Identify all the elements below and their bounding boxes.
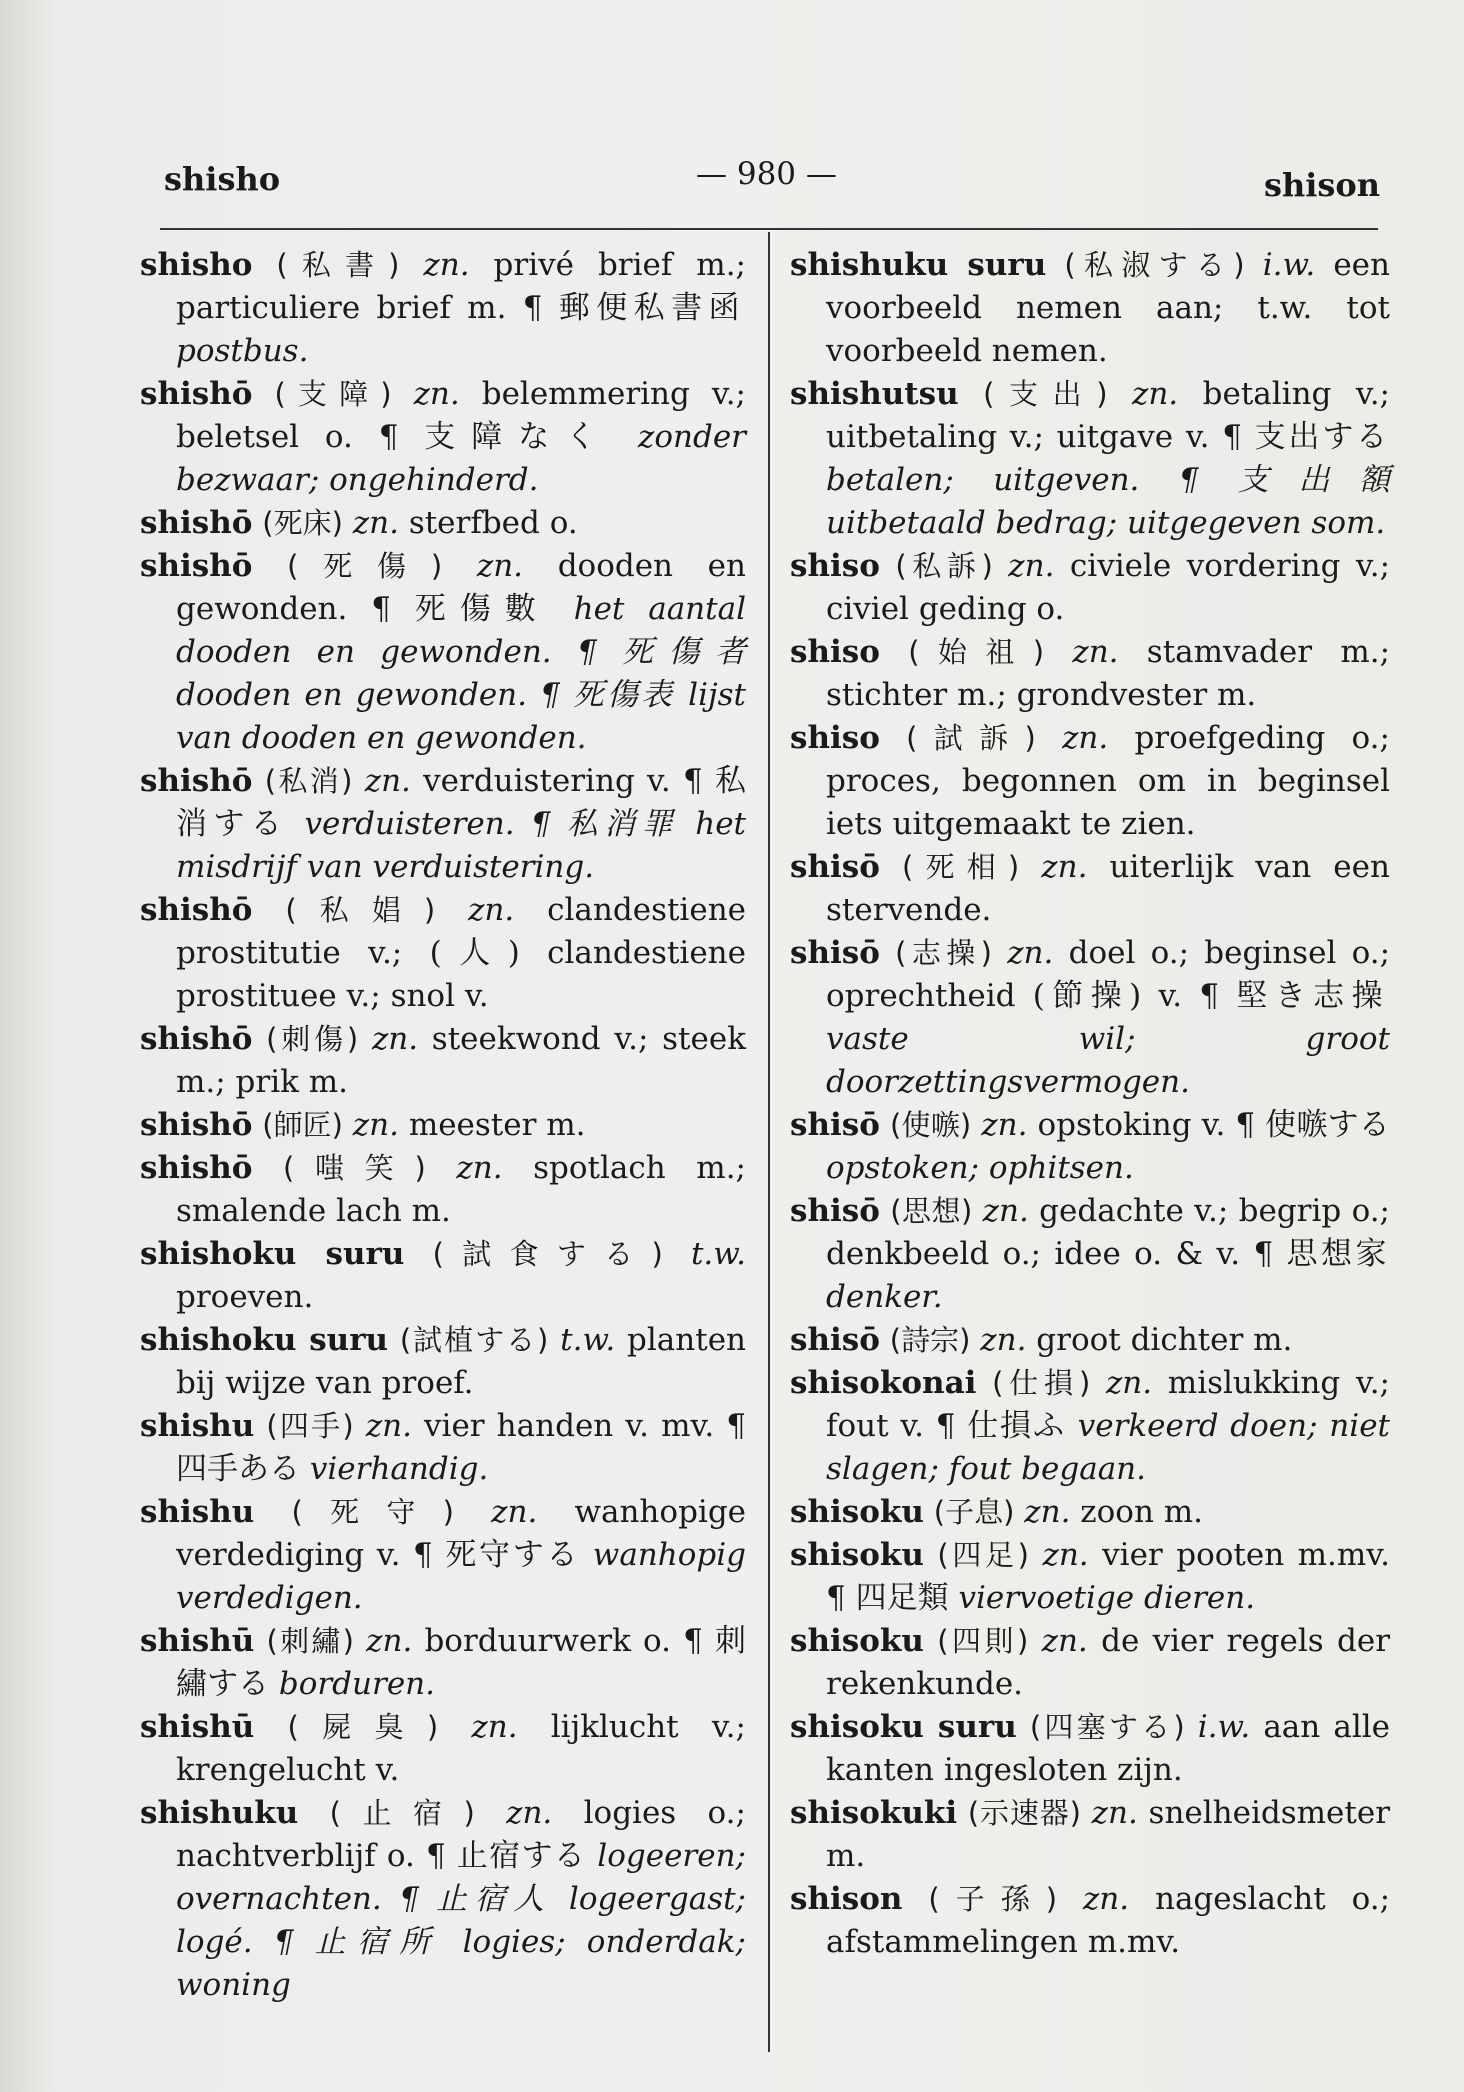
- entry-kanji: (思想): [890, 1194, 973, 1228]
- headword: shishoku suru: [140, 1322, 389, 1358]
- grammar-label: zn.: [491, 1494, 538, 1530]
- entry-kanji: (私書): [276, 248, 400, 282]
- headword: shishutsu: [790, 376, 959, 412]
- dictionary-entry: [140, 1147, 746, 1233]
- definition: spotlach m.; smalende lach m.: [176, 1150, 746, 1229]
- grammar-label: zn.: [1041, 1623, 1088, 1659]
- definition: civiele vordering v.; civiel geding o.: [826, 548, 1391, 627]
- headword: shishū: [140, 1623, 255, 1659]
- entry-kanji: (死守): [291, 1495, 454, 1529]
- entry-kanji: (詩宗): [889, 1323, 971, 1357]
- dictionary-entry: [140, 1405, 746, 1491]
- dictionary-entry: [140, 1792, 746, 2007]
- entry-kanji: (志操): [895, 936, 992, 970]
- definition: mislukking v.; fout v. ¶ 仕損ふ: [826, 1365, 1390, 1444]
- grammar-label: zn.: [1082, 1881, 1130, 1917]
- dictionary-entry: [790, 244, 1390, 373]
- definition: een voorbeeld nemen aan; t.w. tot voorbeeld nemen.: [826, 247, 1390, 369]
- right-column: [790, 244, 1390, 1964]
- header-right-guideword: shison: [1263, 166, 1380, 204]
- grammar-label: zn.: [413, 376, 460, 412]
- dictionary-entry: [140, 1104, 746, 1147]
- page-header: [160, 156, 1380, 206]
- dictionary-entry: [790, 1362, 1390, 1491]
- entry-kanji: (私娼): [285, 893, 436, 927]
- headword: shison: [790, 1881, 903, 1917]
- left-column: [140, 244, 746, 2007]
- grammar-label: zn.: [1132, 376, 1179, 412]
- grammar-label: t.w.: [560, 1322, 616, 1358]
- entry-kanji: (刺傷): [266, 1022, 359, 1056]
- grammar-label: zn.: [1008, 548, 1055, 584]
- definition: vier pooten m.mv. ¶ 四足類: [826, 1537, 1390, 1616]
- dictionary-entry: [790, 717, 1390, 846]
- grammar-label: zn.: [1072, 634, 1119, 670]
- header-rule: [160, 228, 1378, 230]
- definition: dooden en gewonden. ¶ 死傷數: [176, 548, 746, 627]
- entry-kanji: (止宿): [329, 1796, 475, 1830]
- grammar-label: zn.: [1062, 720, 1109, 756]
- entry-kanji: (試食する): [432, 1237, 663, 1271]
- grammar-label: zn.: [1042, 1537, 1089, 1573]
- entry-kanji: (子息): [933, 1495, 1015, 1529]
- entry-kanji: (四則): [937, 1624, 1029, 1658]
- dictionary-entry: [790, 373, 1390, 545]
- headword: shishō: [140, 505, 253, 541]
- entry-kanji: (示速器): [967, 1796, 1081, 1830]
- dictionary-entry: [790, 545, 1390, 631]
- grammar-label: zn.: [471, 1709, 518, 1745]
- headword: shisō: [790, 849, 880, 885]
- entry-kanji: (四足): [937, 1538, 1029, 1572]
- headword: shishū: [140, 1709, 255, 1745]
- grammar-label: zn.: [364, 763, 411, 799]
- dictionary-entry: [140, 1319, 746, 1405]
- dictionary-entry: [790, 1792, 1390, 1878]
- grammar-label: zn.: [456, 1150, 503, 1186]
- headword: shiso: [790, 720, 880, 756]
- dictionary-entry: [140, 1620, 746, 1706]
- entry-kanji: (死傷): [287, 549, 443, 583]
- grammar-label: zn.: [352, 1107, 399, 1143]
- entry-kanji: (支障): [274, 377, 392, 411]
- definition: wanhopige verdediging v. ¶ 死守する: [176, 1494, 747, 1573]
- grammar-label: zn.: [1007, 935, 1054, 971]
- headword: shisokonai: [790, 1365, 977, 1401]
- dictionary-entry: [790, 932, 1390, 1104]
- definition: proefgeding o.; proces, begonnen om in beginsel iets uitgemaakt te zien.: [826, 720, 1390, 842]
- grammar-label: zn.: [981, 1107, 1028, 1143]
- headword: shishuku suru: [790, 247, 1047, 283]
- example-phrase: betalen; uitgeven. ¶ 支出額 uitbetaald bedrag; uitgegeven som.: [826, 462, 1390, 541]
- headword: shiso: [790, 634, 880, 670]
- definition: sterfbed o.: [408, 505, 578, 541]
- dictionary-entry: [140, 502, 746, 545]
- entry-kanji: (私訴): [895, 549, 993, 583]
- grammar-label: i.w.: [1197, 1709, 1251, 1745]
- grammar-label: zn.: [476, 548, 524, 584]
- headword: shishō: [140, 376, 253, 412]
- entry-kanji: (私消): [264, 764, 353, 798]
- dictionary-entry: [140, 1706, 746, 1792]
- headword: shisokuki: [790, 1795, 958, 1831]
- dictionary-entry: [790, 1319, 1390, 1362]
- example-phrase: het aantal dooden en gewonden. ¶ 死傷者 dooden en gewonden. ¶ 死傷表 lijst van dooden en gewonden.: [176, 591, 747, 756]
- definition: verduistering v. ¶ 私消する: [176, 763, 746, 842]
- dictionary-entry: [790, 1620, 1390, 1706]
- grammar-label: zn.: [980, 1322, 1027, 1358]
- grammar-label: zn.: [1105, 1365, 1153, 1401]
- headword: shisoku suru: [790, 1709, 1017, 1745]
- grammar-label: zn.: [982, 1193, 1029, 1229]
- definition: doel o.; beginsel o.; oprechtheid (節操) v. ¶ 堅き志操: [826, 935, 1391, 1014]
- example-phrase: wanhopig verdedigen.: [176, 1537, 746, 1616]
- grammar-label: zn.: [1091, 1795, 1138, 1831]
- dictionary-entry: [140, 1018, 746, 1104]
- entry-kanji: (仕損): [992, 1366, 1091, 1400]
- example-phrase: postbus.: [176, 333, 309, 369]
- dictionary-entry: [140, 373, 746, 502]
- definition: opstoking v. ¶ 使嗾する: [1037, 1107, 1390, 1143]
- headword: shisoku: [790, 1494, 924, 1530]
- definition: logies o.; nachtverblijf o. ¶ 止宿する: [176, 1795, 746, 1874]
- header-left-guideword: shisho: [164, 160, 281, 198]
- grammar-label: zn.: [365, 1408, 412, 1444]
- headword: shisō: [790, 935, 880, 971]
- example-phrase: denker.: [826, 1279, 943, 1315]
- headword: shisō: [790, 1193, 880, 1229]
- entry-kanji: (試植する): [399, 1323, 549, 1357]
- dictionary-entry: [140, 889, 746, 1018]
- entry-kanji: (師匠): [262, 1108, 343, 1142]
- grammar-label: i.w.: [1262, 247, 1316, 283]
- dictionary-entry: [790, 1534, 1390, 1620]
- entry-kanji: (嗤笑): [283, 1151, 426, 1185]
- entry-kanji: (私淑する): [1064, 248, 1245, 282]
- definition: stamvader m.; stichter m.; grondvester m.: [826, 634, 1391, 713]
- dictionary-entry: [790, 1491, 1390, 1534]
- grammar-label: zn.: [506, 1795, 553, 1831]
- definition: nageslacht o.; afstammelingen m.mv.: [826, 1881, 1391, 1960]
- definition: uiterlijk van een stervende.: [826, 849, 1390, 928]
- grammar-label: zn.: [1024, 1494, 1071, 1530]
- definition: betaling v.; uitbetaling v.; uitgave v. ¶ 支出する: [826, 376, 1390, 455]
- definition: snelheidsmeter m.: [826, 1795, 1391, 1874]
- headword: shishu: [140, 1494, 255, 1530]
- example-phrase: verkeerd doen; niet slagen; fout begaan.: [826, 1408, 1390, 1487]
- headword: shisō: [790, 1322, 880, 1358]
- headword: shishō: [140, 548, 253, 584]
- definition: belemmering v.; beletsel o. ¶ 支障なく: [176, 376, 747, 455]
- headword: shisoku: [790, 1537, 924, 1573]
- definition: borduurwerk o. ¶ 刺繡する: [176, 1623, 746, 1702]
- example-phrase: vaste wil; groot doorzettingsvermogen.: [826, 1021, 1390, 1100]
- entry-kanji: (始祖): [908, 635, 1045, 669]
- entry-kanji: (死床): [262, 506, 343, 540]
- entry-kanji: (死相): [901, 850, 1020, 884]
- definition: planten bij wijze van proef.: [176, 1322, 747, 1401]
- headword: shisoku: [790, 1623, 924, 1659]
- entry-kanji: (使嗾): [889, 1108, 972, 1142]
- example-phrase: viervoetige dieren.: [958, 1580, 1256, 1616]
- definition: aan alle kanten ingesloten zijn.: [826, 1709, 1390, 1788]
- definition: clandestiene prostitutie v.; (人) clandestiene prostituee v.; snol v.: [176, 892, 747, 1014]
- dictionary-entry: [790, 631, 1390, 717]
- headword: shisho: [140, 247, 253, 283]
- dictionary-entry: [140, 244, 746, 373]
- dictionary-entry: [790, 1104, 1390, 1190]
- dictionary-entry: [790, 846, 1390, 932]
- grammar-label: zn.: [468, 892, 515, 928]
- definition: meester m.: [408, 1107, 586, 1143]
- page-number: — 980 —: [696, 156, 837, 192]
- entry-kanji: (子孫): [928, 1882, 1058, 1916]
- headword: shisō: [790, 1107, 880, 1143]
- definition: gedachte v.; begrip o.; denkbeeld o.; idee o. & v. ¶ 思想家: [826, 1193, 1390, 1272]
- entry-kanji: (試訴): [906, 721, 1036, 755]
- column-divider: [768, 232, 770, 2052]
- definition: groot dichter m.: [1036, 1322, 1293, 1358]
- headword: shishō: [140, 1107, 253, 1143]
- definition: zoon m.: [1080, 1494, 1204, 1530]
- dictionary-entry: [140, 1491, 746, 1620]
- dictionary-entry: [140, 545, 746, 760]
- example-phrase: vierhandig.: [309, 1451, 489, 1487]
- entry-kanji: (四塞する): [1029, 1710, 1185, 1744]
- definition: steekwond v.; steek m.; prik m.: [176, 1021, 746, 1100]
- entry-kanji: (屍臭): [287, 1710, 439, 1744]
- dictionary-entry: [140, 760, 746, 889]
- dictionary-entry: [790, 1878, 1390, 1964]
- dictionary-entry: [790, 1706, 1390, 1792]
- grammar-label: t.w.: [690, 1236, 746, 1272]
- example-phrase: logeeren; overnachten. ¶ 止宿人 logeergast; logé. ¶ 止宿所 logies; onderdak; woning: [176, 1838, 746, 2003]
- dictionary-entry: [140, 1233, 746, 1319]
- example-phrase: borduren.: [278, 1666, 435, 1702]
- headword: shishoku suru: [140, 1236, 405, 1272]
- entry-kanji: (刺繡): [266, 1624, 354, 1658]
- entry-kanji: (四手): [266, 1409, 354, 1443]
- example-phrase: verduisteren. ¶ 私消罪 het misdrijf van verduistering.: [176, 806, 746, 885]
- example-phrase: opstoken; ophitsen.: [826, 1150, 1134, 1186]
- headword: shishuku: [140, 1795, 299, 1831]
- headword: shishō: [140, 1150, 253, 1186]
- grammar-label: zn.: [371, 1021, 419, 1057]
- entry-kanji: (支出): [983, 377, 1108, 411]
- headword: shishu: [140, 1408, 255, 1444]
- grammar-label: zn.: [366, 1623, 413, 1659]
- grammar-label: zn.: [352, 505, 399, 541]
- headword: shishō: [140, 1021, 253, 1057]
- headword: shiso: [790, 548, 880, 584]
- definition: lijklucht v.; krengelucht v.: [176, 1709, 746, 1788]
- dictionary-entry: [790, 1190, 1390, 1319]
- headword: shishō: [140, 892, 253, 928]
- definition: de vier regels der rekenkunde.: [826, 1623, 1391, 1702]
- example-phrase: zonder bezwaar; ongehinderd.: [176, 419, 746, 498]
- definition: proeven.: [176, 1279, 314, 1315]
- grammar-label: zn.: [423, 247, 470, 283]
- grammar-label: zn.: [1041, 849, 1088, 885]
- headword: shishō: [140, 763, 253, 799]
- definition: vier handen v. mv. ¶ 四手ある: [176, 1408, 746, 1487]
- definition: privé brief m.; particuliere brief m. ¶ 郵便私書函: [176, 247, 747, 326]
